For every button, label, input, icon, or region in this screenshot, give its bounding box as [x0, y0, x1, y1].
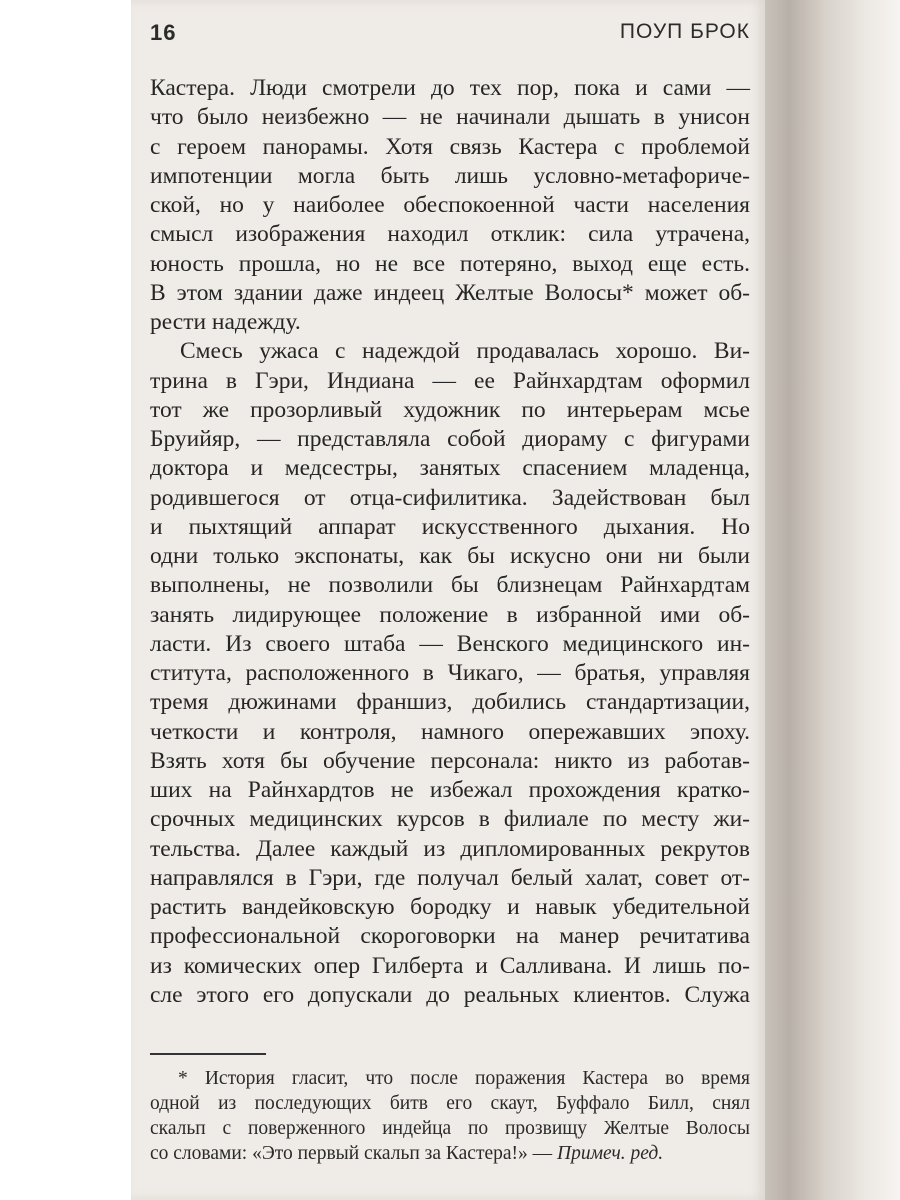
main-text [150, 74, 750, 1010]
text-line: юность прошла, но не все потеряно, выход еще есть. [150, 250, 750, 277]
text-line: растить вандейковскую бородку и навык убедительной [150, 894, 750, 920]
text-line: рести надежду. [150, 309, 301, 335]
text-line: Взять хотя бы обучение персонала: никто из работав- [150, 747, 750, 774]
text-line: четкости и контроля, намного опережавших эпоху. [150, 718, 750, 745]
text-line: смысл изображения находил отклик: сила утрачена, [150, 221, 750, 248]
text-line: импотенции могла быть лишь условно-метафориче- [150, 162, 750, 189]
footnote-divider [150, 1053, 266, 1055]
text-line: ласти. Из своего штаба — Венского медицинского ин- [150, 630, 750, 657]
footnote-line: * История гласит, что после поражения Кастера во время [178, 1068, 750, 1089]
footnote-line-last [150, 1141, 750, 1166]
text-line: что было неизбежно — не начинали дышать в унисон [150, 104, 750, 131]
running-head: ПОУП БРОК [619, 20, 750, 43]
text-line: тот же прозорливый художник по интерьерам мсье [150, 396, 750, 423]
page-number: 16 [150, 20, 177, 45]
text-line: тельства. Далее каждый из дипломированных рекрутов [150, 835, 750, 862]
footnote-text: со словами: «Это первый скальп за Кастера!» — [150, 1143, 553, 1164]
text-line: доктора и медсестры, занятых спасением младенца, [150, 455, 750, 482]
text-line: срочных медицинских курсов в филиале по месту жи- [150, 806, 750, 833]
text-line: из комических опер Гилберта и Салливана. И лишь по- [150, 952, 750, 979]
text-line: ститута, расположенного в Чикаго, — братья, управляя [150, 660, 750, 686]
text-line: и пыхтящий аппарат искусственного дыхания. Но [150, 513, 750, 540]
text-line: направлялся в Гэри, где получал белый халат, совет от- [150, 864, 750, 891]
text-line: ших на Райнхардтов не избежал прохождения кратко- [150, 777, 750, 803]
footnote [150, 1066, 750, 1166]
text-line: выполнены, не позволили бы близнецам Райнхардтам [150, 572, 750, 599]
book-page-edge [765, 0, 900, 1200]
text-line: профессиональной скороговорки на манер речитатива [150, 923, 750, 950]
text-line: Смесь ужаса с надеждой продавалась хорошо. Ви- [180, 338, 750, 365]
text-line: трина в Гэри, Индиана — ее Райнхардтам оформил [150, 367, 750, 394]
footnote-line: одной из последующих битв его скаут, Буффало Билл, снял [150, 1093, 750, 1114]
text-line: тремя дюжинами франшиз, добились стандартизации, [150, 689, 750, 716]
editor-note: Примеч. ред. [557, 1143, 664, 1164]
text-line: Бруийяр, — представляла собой диораму с фигурами [150, 426, 750, 452]
footnote-line: скальп с поверженного индейца по прозвищу Желтые Волосы [150, 1118, 750, 1139]
text-line: одни только экспонаты, как бы искусно они ни были [150, 543, 750, 569]
text-line: Кастера. Люди смотрели до тех пор, пока и сами — [150, 75, 750, 101]
text-line: с героем панорамы. Хотя связь Кастера с проблемой [150, 133, 750, 160]
text-line: занять лидирующее положение в избранной ими об- [150, 601, 750, 628]
text-line: ской, но у наиболее обеспокоенной части населения [150, 192, 750, 218]
text-line: родившегося от отца-сифилитика. Задействован был [150, 484, 750, 511]
text-line: В этом здании даже индеец Желтые Волосы* может об- [150, 279, 750, 306]
text-line: сле этого его допускали до реальных клиентов. Служа [150, 981, 750, 1008]
page-header [150, 20, 750, 52]
